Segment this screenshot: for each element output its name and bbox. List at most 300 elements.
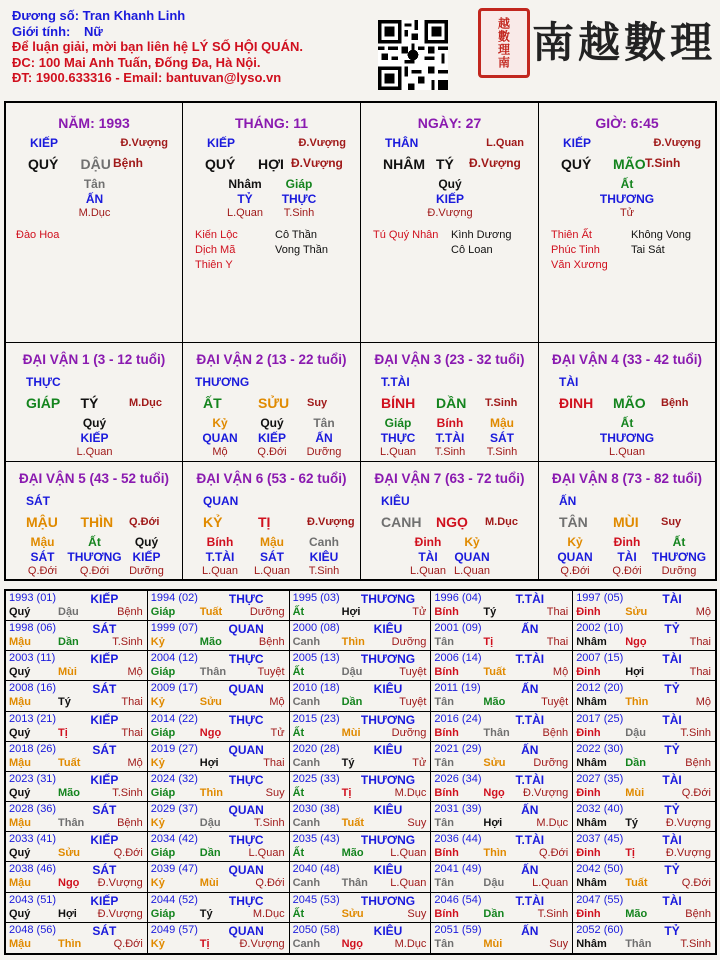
year-stem: Kỷ — [150, 636, 165, 649]
year-label: 1996 (04) — [434, 592, 482, 604]
gender-label: Giới tính: — [12, 23, 71, 39]
year-branch: Dần — [483, 907, 505, 920]
year-label: 2026 (34) — [434, 772, 482, 785]
star-left-1: Phúc Tinh — [551, 244, 600, 256]
dv-hidden-0-2: Tân — [313, 416, 335, 430]
year-cell — [573, 802, 715, 832]
yearly-table — [4, 589, 717, 955]
year-stem: Mậu — [9, 636, 31, 649]
year-stage: Tuyệt — [541, 696, 569, 709]
year-stem: Đinh — [576, 726, 601, 739]
year-label: 2023 (31) — [9, 772, 57, 785]
dai-van-god: THƯƠNG — [195, 375, 250, 389]
year-god: THƯƠNG — [360, 652, 416, 667]
year-cell — [431, 893, 573, 923]
dai-van-god: T.TÀI — [381, 375, 410, 389]
year-label: 2035 (43) — [292, 833, 340, 846]
year-stage: Dưỡng — [391, 726, 427, 739]
year-stage: Bệnh — [117, 817, 143, 830]
year-stage: Mộ — [552, 666, 569, 679]
year-stage: Dưỡng — [533, 756, 569, 769]
pillar-main-2: Đ.Vượng — [291, 156, 343, 170]
dai-van-5 — [6, 462, 183, 579]
year-branch: Tý — [199, 907, 213, 920]
year-stage: Thai — [546, 606, 569, 618]
year-stage: Tử — [412, 756, 427, 769]
year-label: 2001 (09) — [434, 622, 482, 635]
year-branch: Tị — [483, 636, 494, 649]
year-god: TỶ — [664, 803, 680, 818]
address-line: ĐC: 100 Mai Anh Tuấn, Đống Đa, Hà Nội. — [12, 54, 261, 70]
year-branch: Dậu — [199, 817, 221, 830]
year-branch: Hợi — [483, 817, 503, 830]
year-branch: Dậu — [341, 666, 363, 679]
stage-stem: Đ.Vượng — [298, 137, 346, 149]
year-stem: Ất — [292, 907, 305, 920]
year-stage: Đ.Vượng — [97, 907, 143, 920]
hidden-1-0: TỶ — [237, 192, 253, 206]
year-stage: Thai — [546, 636, 569, 649]
year-stage: Mộ — [127, 756, 143, 769]
year-branch: Mùi — [58, 666, 77, 679]
pillar-main-2: Đ.Vượng — [469, 156, 521, 170]
year-god: TÀI — [662, 772, 682, 787]
year-cell — [6, 772, 148, 802]
year-stage: Suy — [407, 817, 427, 830]
year-label: 2022 (30) — [576, 742, 624, 755]
year-god: TÀI — [662, 833, 682, 848]
pillar-title: THÁNG: 11 — [234, 115, 309, 131]
year-cell — [290, 772, 432, 802]
year-stage: Đ.Vượng — [239, 937, 285, 950]
year-stem: Bính — [434, 606, 459, 618]
year-stage: Đ.Vượng — [665, 847, 711, 860]
year-label: 2030 (38) — [292, 803, 340, 816]
dv-hidden-1-0: THỰC — [380, 431, 416, 445]
hidden-2-0: Đ.Vượng — [427, 207, 473, 219]
year-stage: Q.Đới — [681, 877, 711, 890]
phone-email-line: ĐT: 1900.633316 - Email: bantuvan@lyso.vn — [12, 70, 282, 85]
year-label: 2011 (19) — [434, 682, 481, 695]
year-stem: Mậu — [9, 696, 31, 709]
year-god: TỶ — [664, 742, 680, 757]
year-stage: Tử — [412, 606, 427, 618]
year-god: TỶ — [664, 622, 680, 637]
pillar-main-1: TÝ — [436, 156, 454, 172]
dai-van-stage: M.Dục — [129, 397, 162, 409]
year-stem: Canh — [292, 937, 321, 950]
hidden-0-0: Tân — [83, 177, 106, 191]
year-branch: Thìn — [199, 786, 224, 799]
dai-van-title: ĐẠI VẬN 1 (3 - 12 tuổi) — [22, 352, 166, 367]
dv-hidden-2-0: Mộ — [212, 446, 228, 458]
year-god: KIÊU — [373, 622, 403, 637]
year-god: ẤN — [521, 622, 539, 637]
dv-hidden-1-2: THƯƠNG — [651, 550, 707, 564]
year-cell — [290, 651, 432, 681]
gender-row — [12, 24, 372, 40]
dai-van-stage: Đ.Vượng — [307, 516, 355, 528]
year-stem: Quý — [9, 786, 31, 799]
year-cell — [431, 712, 573, 742]
star-right-1: Tai Sát — [631, 244, 665, 256]
year-stem: Canh — [292, 696, 321, 709]
star-right-0: Kình Dương — [451, 229, 512, 241]
dv-hidden-1-0: TÀI — [418, 550, 438, 564]
year-stem: Ất — [292, 786, 305, 799]
year-branch: Sửu — [341, 907, 364, 920]
year-cell — [290, 862, 432, 892]
year-stem: Đinh — [576, 606, 601, 618]
dv-hidden-2-1: L.Quan — [453, 565, 491, 577]
year-stage: Suy — [549, 937, 569, 950]
year-stem: Nhâm — [576, 696, 607, 709]
pillar-title: GIỜ: 6:45 — [595, 115, 659, 131]
dai-van-branch: THÌN — [80, 514, 114, 530]
year-stem: Ất — [292, 666, 305, 679]
year-stage: Thai — [121, 696, 143, 709]
year-label: 2006 (14) — [434, 652, 482, 665]
year-stem: Tân — [434, 696, 454, 709]
year-stem: Kỷ — [150, 877, 165, 890]
ten-god-stem: KIẾP — [563, 136, 592, 150]
dv-hidden-0-0: Bính — [206, 535, 234, 549]
pillar-main-2: Bệnh — [113, 156, 143, 170]
year-stem: Đinh — [576, 666, 601, 679]
year-stem: Nhâm — [576, 756, 607, 769]
dai-van-stage: M.Dục — [485, 516, 518, 528]
year-stage: Tử — [270, 726, 285, 739]
year-label: 2050 (58) — [292, 923, 340, 936]
year-label: 2014 (22) — [150, 712, 198, 725]
year-branch: Thìn — [341, 636, 365, 649]
year-god: THƯƠNG — [360, 772, 416, 787]
dai-van-stem: GIÁP — [26, 395, 61, 411]
dv-hidden-2-1: Q.Đới — [612, 565, 642, 577]
year-branch: Hợi — [625, 666, 645, 679]
year-label: 1997 (05) — [576, 592, 624, 604]
year-god: THỰC — [228, 712, 264, 727]
pillar-3 — [361, 103, 539, 343]
year-stage: Thai — [689, 666, 711, 679]
dai-van-branch: MÙI — [613, 514, 639, 530]
year-label: 2010 (18) — [292, 682, 340, 695]
dai-van-branch: TỊ — [258, 514, 271, 530]
year-god: ẤN — [521, 803, 539, 818]
year-cell — [6, 893, 148, 923]
year-stage: Đ.Vượng — [523, 786, 569, 799]
year-god: SÁT — [92, 622, 117, 637]
year-branch: Dậu — [625, 726, 646, 739]
year-cell — [148, 621, 290, 651]
year-cell — [573, 923, 715, 953]
year-stem: Canh — [292, 636, 321, 649]
year-cell — [290, 923, 432, 953]
year-stem: Đinh — [576, 847, 601, 860]
year-branch: Thân — [625, 937, 652, 950]
year-god: ẤN — [521, 923, 539, 938]
chart-grid — [4, 101, 717, 581]
year-stem: Tân — [434, 877, 454, 890]
year-branch: Ngọ — [58, 877, 80, 890]
year-cell — [148, 712, 290, 742]
year-cell — [573, 742, 715, 772]
year-god: ẤN — [521, 863, 539, 878]
year-stem: Bính — [434, 847, 459, 860]
year-cell — [148, 651, 290, 681]
hidden-2-0: L.Quan — [226, 207, 264, 219]
year-branch: Ngọ — [625, 636, 647, 649]
year-branch: Mão — [483, 696, 506, 709]
year-stage: T.Sinh — [680, 726, 711, 739]
year-stage: Suy — [407, 907, 427, 920]
pillar-4 — [539, 103, 715, 343]
dai-van-6 — [183, 462, 361, 579]
year-label: 1998 (06) — [9, 622, 57, 635]
year-cell — [573, 832, 715, 862]
hidden-0-1: Giáp — [285, 177, 313, 191]
dv-hidden-0-0: Đinh — [414, 535, 442, 549]
dai-van-stem: MẬU — [26, 514, 58, 530]
year-stage: M.Dục — [252, 907, 285, 920]
year-stem: Canh — [292, 756, 321, 769]
year-god: TÀI — [662, 652, 682, 667]
dai-van-stem: CANH — [381, 514, 422, 530]
year-god: THỰC — [228, 652, 264, 667]
year-stage: Bệnh — [117, 606, 143, 618]
year-cell — [148, 681, 290, 711]
year-cell — [6, 802, 148, 832]
year-label: 2046 (54) — [434, 893, 482, 906]
year-cell — [6, 923, 148, 953]
year-stem: Nhâm — [576, 877, 607, 890]
dai-van-3 — [361, 343, 539, 462]
year-branch: Hợi — [341, 606, 361, 618]
year-label: 2037 (45) — [576, 833, 624, 846]
dv-hidden-1-0: QUAN — [557, 550, 593, 564]
year-branch: Thìn — [483, 847, 507, 860]
year-stage: Suy — [265, 786, 285, 799]
pillar-main-0: QUÝ — [28, 156, 59, 172]
dai-van-title: ĐẠI VẬN 8 (73 - 82 tuổi) — [551, 471, 703, 486]
year-god: QUAN — [228, 923, 264, 938]
year-branch: Tý — [341, 756, 355, 769]
year-stage: Dưỡng — [391, 636, 427, 649]
year-branch: Sửu — [483, 756, 506, 769]
year-branch: Dần — [625, 756, 646, 769]
year-stage: Thai — [263, 756, 285, 769]
year-label: 2016 (24) — [434, 712, 482, 725]
dv-hidden-1-1: QUAN — [454, 550, 490, 564]
year-stem: Ất — [292, 847, 305, 860]
stage-stem: Đ.Vượng — [653, 137, 701, 149]
year-god: TỶ — [664, 682, 680, 697]
year-stem: Đinh — [576, 786, 601, 799]
dv-hidden-2-2: Dưỡng — [661, 565, 697, 577]
pillar-main-1: HỢI — [258, 156, 284, 172]
year-branch: Hợi — [199, 756, 219, 769]
dv-hidden-1-0: SÁT — [30, 550, 55, 564]
year-stage: Mộ — [127, 666, 143, 679]
year-label: 2049 (57) — [150, 923, 198, 936]
year-branch: Mão — [199, 636, 222, 649]
dai-van-branch: SỬU — [258, 395, 290, 411]
year-cell — [431, 832, 573, 862]
year-label: 2015 (23) — [292, 712, 340, 725]
year-stage: T.Sinh — [254, 817, 285, 830]
year-cell — [6, 862, 148, 892]
hidden-1-0: ẤN — [85, 192, 104, 206]
year-god: T.TÀI — [515, 712, 545, 727]
year-god: T.TÀI — [515, 893, 545, 908]
dai-van-god: KIÊU — [381, 494, 410, 508]
year-label: 2045 (53) — [292, 893, 340, 906]
year-cell — [290, 591, 432, 621]
year-stem: Kỷ — [150, 937, 165, 950]
year-stage: T.Sinh — [537, 907, 569, 920]
year-cell — [148, 832, 290, 862]
dai-van-god: THỰC — [26, 375, 61, 389]
year-branch: Dần — [58, 636, 79, 649]
year-stage: M.Dục — [394, 937, 427, 950]
year-god: SÁT — [92, 803, 117, 818]
year-label: 2039 (47) — [150, 863, 198, 876]
dai-van-4 — [539, 343, 715, 462]
year-stem: Quý — [9, 606, 31, 618]
year-branch: Hợi — [58, 907, 77, 920]
dv-hidden-0-0: Giáp — [384, 416, 412, 430]
pillar-main-1: DẬU — [80, 156, 111, 172]
year-stem: Canh — [292, 817, 321, 830]
year-stage: Q.Đới — [538, 847, 569, 860]
year-label: 2018 (26) — [9, 742, 57, 755]
year-label: 2024 (32) — [150, 772, 198, 785]
year-god: T.TÀI — [515, 652, 545, 667]
year-stem: Mậu — [9, 756, 31, 769]
year-cell — [148, 923, 290, 953]
year-god: KIẾP — [90, 833, 119, 848]
dv-hidden-2-0: L.Quan — [379, 446, 417, 458]
dai-van-stem: ẤT — [203, 395, 222, 411]
year-god: KIẾP — [90, 592, 119, 606]
year-cell — [573, 712, 715, 742]
dv-hidden-0-1: Quý — [260, 416, 284, 430]
year-branch: Tuất — [58, 756, 81, 769]
year-god: SÁT — [92, 923, 117, 938]
pillar-main-1: MÃO — [613, 156, 646, 172]
year-stage: Bệnh — [685, 907, 711, 920]
year-stage: Mộ — [695, 696, 711, 709]
year-god: ẤN — [521, 742, 539, 757]
year-label: 2033 (41) — [9, 833, 57, 846]
stage-stem: Đ.Vượng — [120, 137, 168, 149]
year-god: KIẾP — [90, 772, 119, 787]
year-branch: Tuất — [341, 817, 364, 830]
dv-hidden-0-0: Kỷ — [212, 416, 228, 430]
year-cell — [431, 681, 573, 711]
year-label: 2007 (15) — [576, 652, 624, 665]
brand-logo: 南越數理 — [532, 18, 717, 67]
year-god: SÁT — [92, 742, 117, 757]
year-cell — [290, 621, 432, 651]
year-stem: Quý — [9, 847, 31, 860]
star-left-2: Thiên Y — [195, 259, 233, 271]
dv-hidden-0-0: Quý — [82, 416, 107, 430]
year-stage: Q.Đới — [113, 847, 143, 860]
dai-van-title: ĐẠI VẬN 5 (43 - 52 tuổi) — [18, 471, 170, 486]
dv-hidden-1-1: TÀI — [617, 550, 637, 564]
year-cell — [290, 742, 432, 772]
year-stage: T.Sinh — [680, 937, 711, 950]
year-label: 2034 (42) — [150, 833, 198, 846]
year-cell — [148, 742, 290, 772]
dai-van-8 — [539, 462, 715, 579]
year-cell — [573, 621, 715, 651]
dai-van-god: ẤN — [559, 494, 577, 508]
year-label: 2017 (25) — [576, 712, 624, 725]
hidden-2-0: M.Dục — [78, 207, 111, 219]
year-label: 2020 (28) — [292, 742, 340, 755]
year-stage: Bệnh — [258, 636, 285, 649]
year-stem: Nhâm — [576, 817, 607, 830]
year-label: 2036 (44) — [434, 833, 482, 846]
year-branch: Dậu — [483, 877, 505, 890]
star-right-1: Vong Thần — [275, 244, 329, 256]
year-label: 2047 (55) — [576, 893, 624, 906]
year-cell — [148, 772, 290, 802]
year-branch: Dần — [199, 847, 221, 860]
year-stage: Thai — [689, 636, 711, 649]
year-stage: Q.Đới — [113, 937, 143, 950]
year-branch: Mùi — [341, 726, 361, 739]
year-label: 2008 (16) — [9, 682, 57, 695]
year-god: TỶ — [664, 923, 680, 938]
year-branch: Mùi — [199, 877, 219, 890]
year-cell — [290, 681, 432, 711]
year-branch: Thìn — [58, 937, 82, 950]
year-branch: Sửu — [625, 606, 648, 618]
year-label: 2038 (46) — [9, 863, 57, 876]
hidden-1-0: KIẾP — [435, 192, 465, 206]
dv-hidden-0-2: Mậu — [490, 416, 514, 430]
gender-value: Nữ — [83, 23, 103, 39]
year-label: 2009 (17) — [150, 682, 198, 695]
year-label: 2025 (33) — [292, 772, 340, 785]
year-branch: Ngọ — [199, 726, 222, 739]
year-cell — [148, 893, 290, 923]
year-stem: Giáp — [150, 726, 176, 739]
year-god: THƯƠNG — [360, 833, 416, 848]
year-stage: L.Quan — [390, 877, 427, 890]
dv-hidden-2-1: L.Quan — [253, 565, 291, 577]
dv-hidden-1-1: KIẾP — [257, 431, 287, 445]
year-branch: Tị — [625, 847, 635, 860]
year-god: THỰC — [228, 772, 264, 787]
dv-hidden-1-2: ẤN — [315, 431, 333, 445]
contact-line: Để luận giải, mời bạn liên hệ LÝ SỐ HỘI QUÁN. — [12, 39, 303, 54]
stage-stem: L.Quan — [486, 137, 524, 149]
year-cell — [431, 621, 573, 651]
dai-van-stem: ĐINH — [559, 395, 594, 411]
dv-hidden-0-2: Quý — [134, 535, 159, 549]
year-god: SÁT — [92, 863, 117, 878]
dai-van-god: TÀI — [559, 375, 579, 389]
year-branch: Dậu — [58, 606, 79, 618]
dv-hidden-0-2: Canh — [309, 535, 339, 549]
hidden-2-0: Tử — [619, 207, 635, 219]
red-seal-stamp: 越數理南 — [478, 8, 530, 78]
dv-hidden-2-1: Q.Đới — [79, 565, 110, 577]
